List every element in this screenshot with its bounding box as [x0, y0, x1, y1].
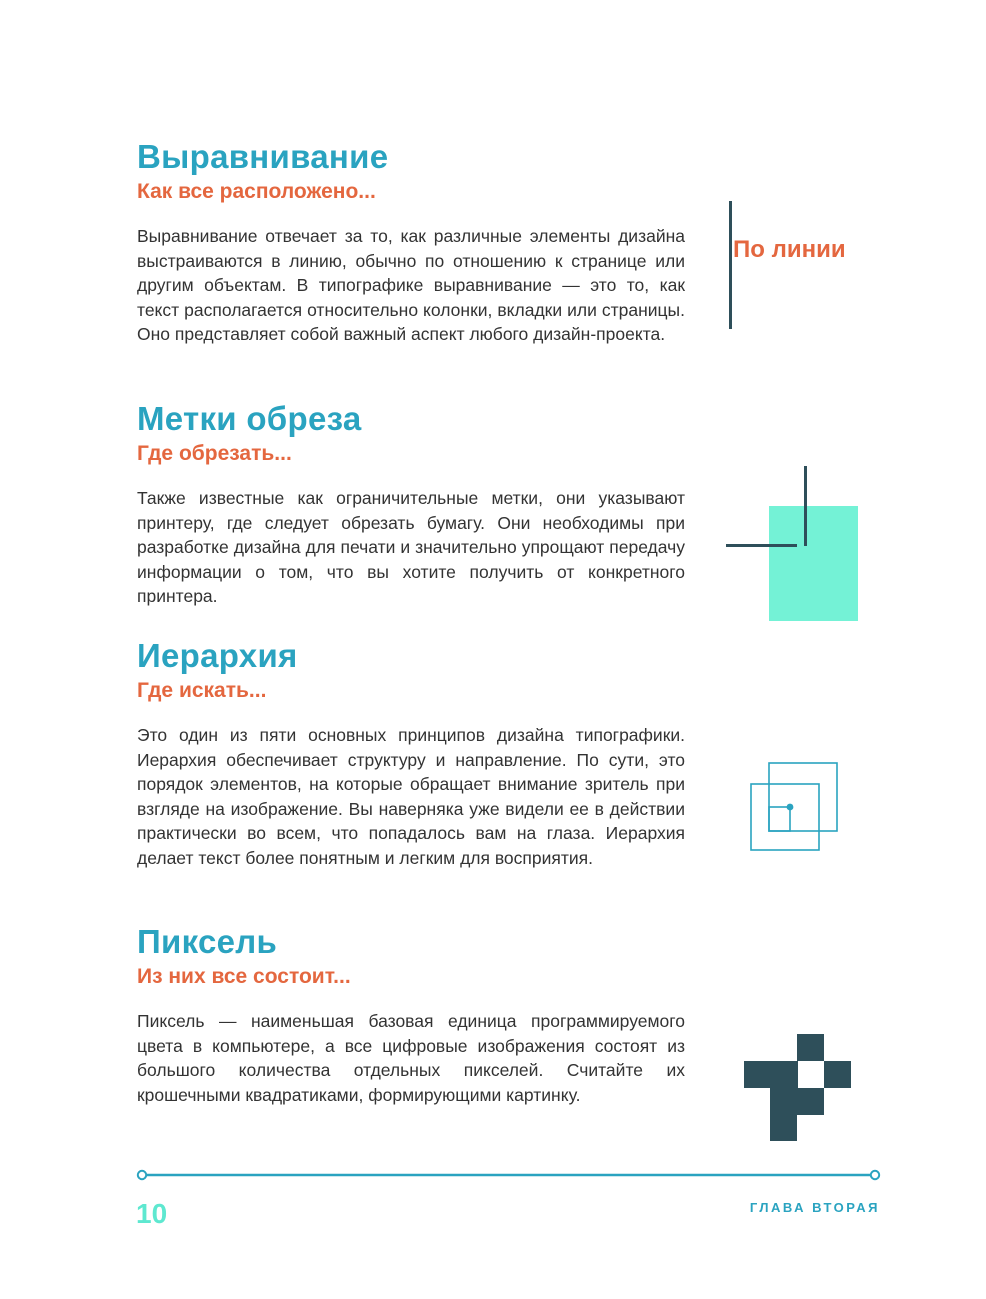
section-subtitle: Из них все состоит... — [137, 965, 351, 988]
section-title: Метки обреза — [137, 400, 362, 437]
section-body: Также известные как ограничительные метки, они указывают принтеру, где следует обрезать бумагу. Они необходимы при разработке дизайна для печати и значительно упрощают передачу информации о том, что вы хотите получить от конкретного принтера. — [137, 488, 685, 607]
section-body: Пиксель — наименьшая базовая единица программируемого цвета в компьютере, а все цифровые изображения состоят из большого количества отдельных пикселей. Считайте их крошечными квадратиками, формирующими картинку. — [137, 1011, 685, 1105]
section-title: Выравнивание — [137, 138, 389, 175]
section-hierarchy — [137, 637, 685, 871]
pixel-grid-icon — [740, 1030, 855, 1145]
vertical-line-icon — [729, 201, 732, 329]
section-title: Иерархия — [137, 637, 298, 674]
chapter-label: ГЛАВА ВТОРАЯ — [749, 1200, 880, 1215]
nested-squares-icon — [745, 757, 845, 857]
section-crop-marks — [137, 400, 685, 609]
section-title: Пиксель — [137, 923, 278, 960]
section-pixel — [137, 923, 685, 1107]
page-number: 10 — [136, 1198, 168, 1229]
footer-rule — [136, 1168, 881, 1182]
alignment-aside-label: По линии — [733, 236, 846, 263]
section-body: Это один из пяти основных принципов дизайна типографики. Иерархия обеспечивает структуру и направление. По сути, это порядок элементов, на которые обращает внимание зритель при взгляде на изображение. Вы наверняка уже видели ее в действии практически во всем, что попадалось вам на глаза. Иерархия делает текст более понятным и легким для восприятия. — [137, 725, 685, 868]
section-subtitle: Где искать... — [137, 679, 267, 702]
section-subtitle: Как все расположено... — [137, 180, 376, 203]
section-alignment — [137, 138, 685, 347]
section-body: Выравнивание отвечает за то, как различные элементы дизайна выстраиваются в линию, обычно по отношению к странице или другим объектам. В типографике выравнивание — это то, как текст располагается относительно колонки, вкладки или страницы. Оно представляет собой важный аспект любого дизайн-проекта. — [137, 226, 685, 345]
section-subtitle: Где обрезать... — [137, 442, 292, 465]
crop-marks-icon — [720, 460, 870, 630]
